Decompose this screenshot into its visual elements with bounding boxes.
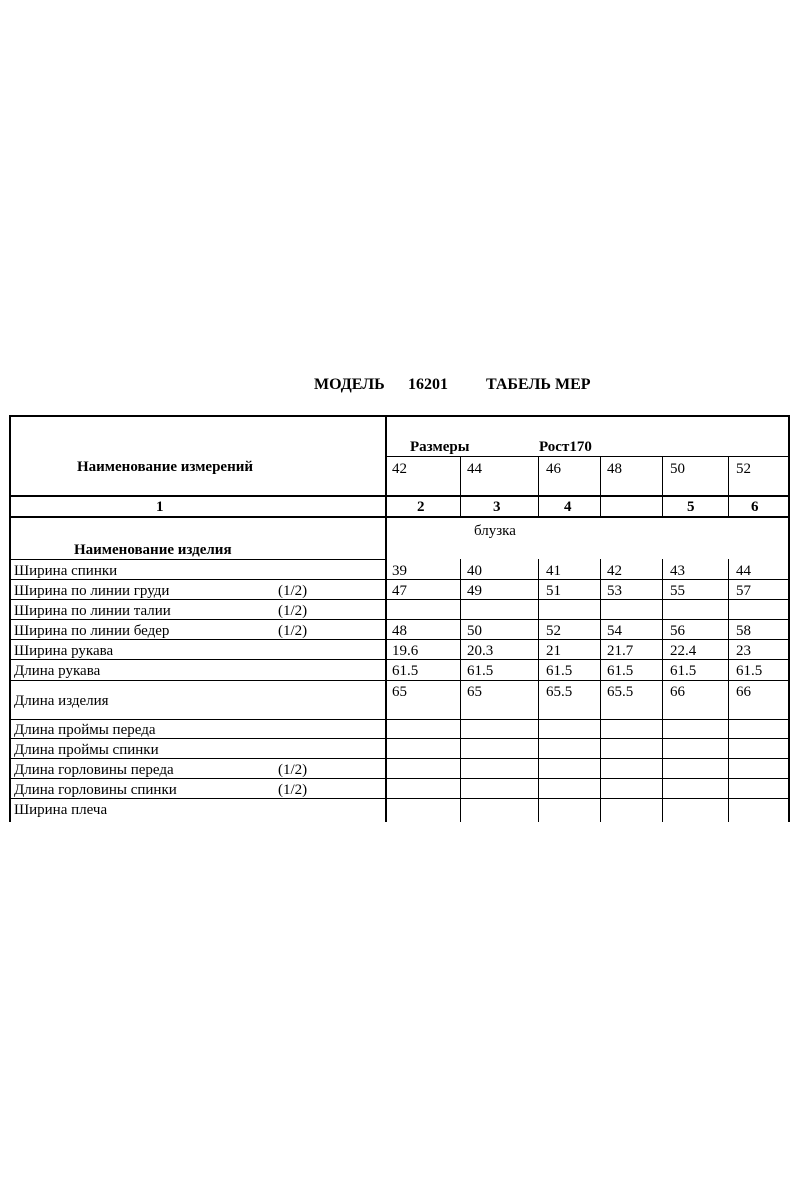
name-column-divider (385, 415, 387, 822)
measurement-note: (1/2) (278, 782, 308, 798)
measurement-value: 39 (392, 563, 407, 579)
measurement-value: 52 (546, 623, 561, 639)
size-col-divider-2 (538, 456, 539, 497)
body-col-divider-5 (728, 559, 729, 822)
measurement-value: 49 (467, 583, 482, 599)
measurement-name: Длина горловины спинки (14, 782, 177, 798)
measurement-value: 42 (607, 563, 622, 579)
header-rule (9, 495, 790, 497)
measurement-name: Длина изделия (14, 693, 109, 709)
measurement-name: Ширина плеча (14, 802, 108, 818)
measurement-name: Ширина рукава (14, 643, 114, 659)
body-col-divider-4 (662, 559, 663, 822)
product-rule (9, 559, 385, 560)
measurement-name: Длина проймы переда (14, 722, 156, 738)
measurement-name: Ширина по линии талии (14, 603, 171, 619)
measurement-value: 61.5 (736, 663, 763, 679)
measurement-value: 65 (392, 684, 407, 700)
measurement-value: 61.5 (392, 663, 419, 679)
num-col-divider-5 (728, 495, 729, 517)
measurement-note: (1/2) (278, 623, 308, 639)
size-label: 50 (670, 461, 685, 477)
table-title: ТАБЕЛЬ МЕР (486, 376, 591, 393)
measurement-value: 65.5 (546, 684, 573, 700)
measurement-value: 21.7 (607, 643, 634, 659)
size-col-divider-1 (460, 456, 461, 497)
measurement-value: 56 (670, 623, 685, 639)
row-rule-6 (9, 680, 790, 681)
size-label: 42 (392, 461, 407, 477)
measurement-name: Длина рукава (14, 663, 101, 679)
num-col-divider-2 (538, 495, 539, 517)
column-number: 2 (417, 499, 425, 515)
body-col-divider-2 (538, 559, 539, 822)
size-label: 44 (467, 461, 482, 477)
measurement-value: 40 (467, 563, 482, 579)
measurement-value: 21 (546, 643, 561, 659)
measurement-value: 61.5 (546, 663, 573, 679)
measurement-value: 66 (670, 684, 685, 700)
product-header: Наименование изделия (74, 542, 232, 558)
body-col-divider-1 (460, 559, 461, 822)
column-number: 4 (564, 499, 572, 515)
measurement-name: Ширина по линии бедер (14, 623, 170, 639)
measurement-name: Длина горловины переда (14, 762, 174, 778)
sizes-rule (385, 456, 790, 457)
sizes-label: Размеры (410, 439, 470, 455)
measurement-value: 66 (736, 684, 751, 700)
model-number: 16201 (408, 376, 448, 393)
row-rule-7 (9, 719, 790, 720)
measurement-value: 65.5 (607, 684, 634, 700)
height-label: Рост170 (539, 439, 592, 455)
measurement-table (9, 415, 790, 822)
num-col-divider-1 (460, 495, 461, 517)
measurement-value: 50 (467, 623, 482, 639)
measurement-value: 54 (607, 623, 622, 639)
size-col-divider-3 (600, 456, 601, 497)
measurement-note: (1/2) (278, 603, 308, 619)
measurement-value: 61.5 (467, 663, 494, 679)
measurement-value: 65 (467, 684, 482, 700)
column-number-rule (9, 516, 790, 518)
measurement-value: 51 (546, 583, 561, 599)
measurement-name: Ширина спинки (14, 563, 118, 579)
column-number: 5 (687, 499, 695, 515)
measurement-value: 20.3 (467, 643, 494, 659)
product-name: блузка (474, 523, 516, 539)
measurement-value: 43 (670, 563, 685, 579)
measurement-value: 44 (736, 563, 751, 579)
model-label: МОДЕЛЬ (314, 376, 385, 393)
measurements-header: Наименование измерений (77, 459, 254, 475)
measurement-value: 58 (736, 623, 751, 639)
size-label: 46 (546, 461, 561, 477)
measurement-name: Длина проймы спинки (14, 742, 159, 758)
measurement-value: 57 (736, 583, 751, 599)
measurement-value: 53 (607, 583, 622, 599)
measurement-note: (1/2) (278, 583, 308, 599)
body-col-divider-3 (600, 559, 601, 822)
column-number: 1 (156, 499, 164, 515)
column-number: 3 (493, 499, 501, 515)
table-border-top (9, 415, 790, 417)
measurement-value: 19.6 (392, 643, 419, 659)
measurement-value: 23 (736, 643, 751, 659)
measurement-note: (1/2) (278, 762, 308, 778)
size-col-divider-5 (728, 456, 729, 497)
size-label: 52 (736, 461, 751, 477)
column-number: 6 (751, 499, 759, 515)
document-title (0, 372, 800, 396)
measurement-value: 61.5 (670, 663, 697, 679)
measurement-value: 47 (392, 583, 407, 599)
measurement-value: 48 (392, 623, 407, 639)
num-col-divider-3 (600, 495, 601, 517)
size-col-divider-4 (662, 456, 663, 497)
measurement-name: Ширина по линии груди (14, 583, 170, 599)
measurement-value: 55 (670, 583, 685, 599)
num-col-divider-4 (662, 495, 663, 517)
measurement-value: 22.4 (670, 643, 697, 659)
measurement-value: 41 (546, 563, 561, 579)
size-label: 48 (607, 461, 622, 477)
measurement-value: 61.5 (607, 663, 634, 679)
